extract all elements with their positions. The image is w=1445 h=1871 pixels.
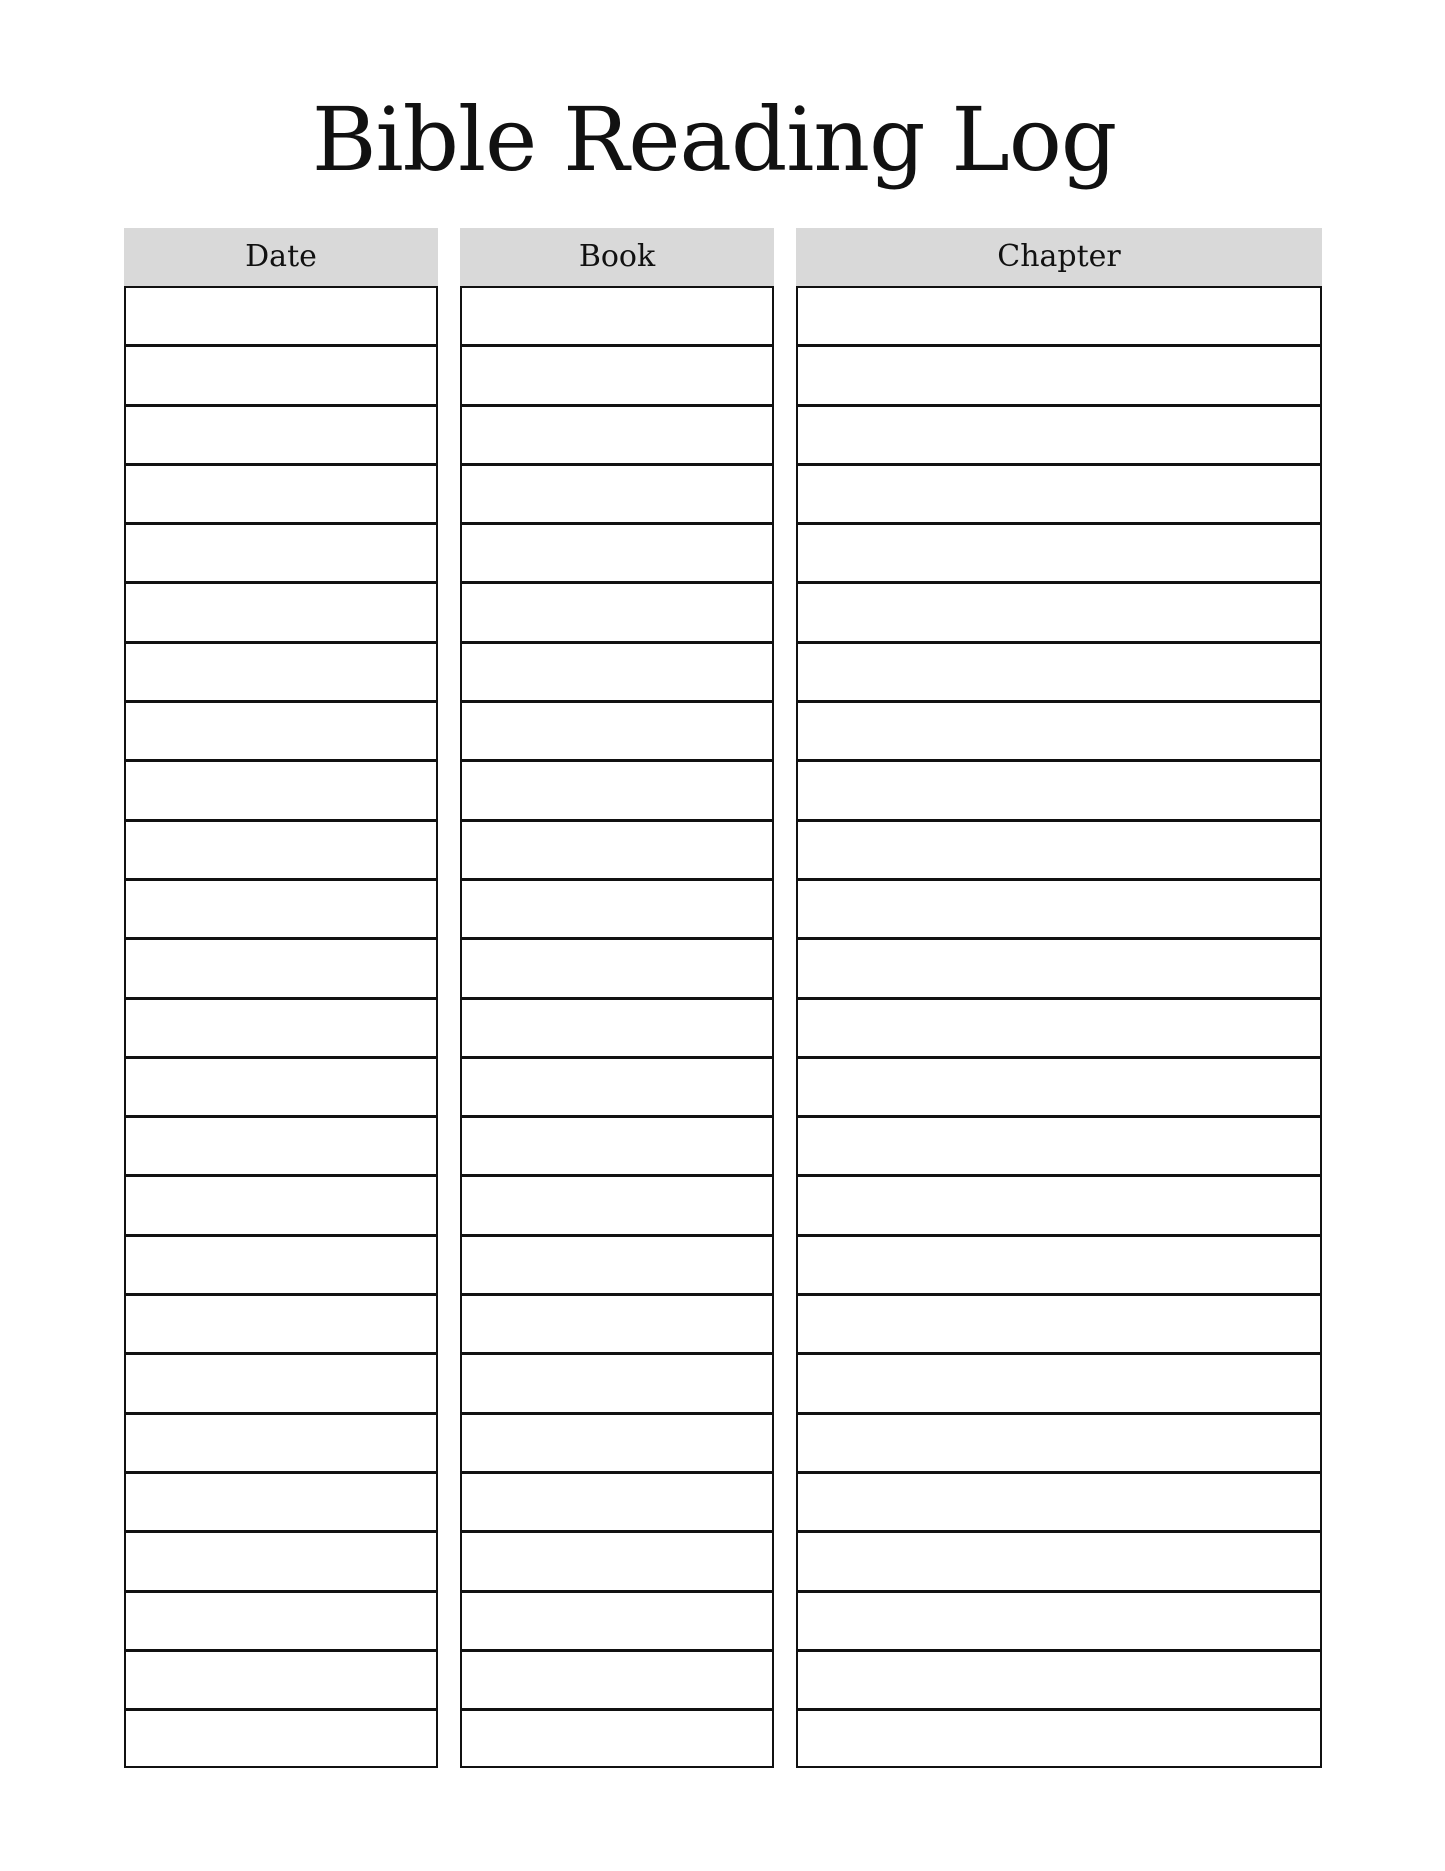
page-title: Bible Reading Log — [311, 88, 1117, 191]
date-entry-row[interactable] — [124, 1353, 438, 1412]
chapter-entry-row[interactable] — [796, 286, 1322, 345]
book-entry-row[interactable] — [460, 938, 774, 997]
book-entry-row[interactable] — [460, 1650, 774, 1709]
chapter-entry-row[interactable] — [796, 1472, 1322, 1531]
date-column-header: Date — [124, 228, 438, 286]
book-entry-row[interactable] — [460, 1057, 774, 1116]
chapter-entry-row[interactable] — [796, 523, 1322, 582]
chapter-entry-row[interactable] — [796, 1057, 1322, 1116]
book-entry-row[interactable] — [460, 760, 774, 819]
chapter-entry-row[interactable] — [796, 1591, 1322, 1650]
chapter-entry-row[interactable] — [796, 760, 1322, 819]
book-entry-list — [460, 286, 774, 1768]
chapter-entry-row[interactable] — [796, 701, 1322, 760]
chapter-entry-row[interactable] — [796, 582, 1322, 641]
book-column-header: Book — [460, 228, 774, 286]
book-entry-row[interactable] — [460, 405, 774, 464]
date-column — [124, 228, 438, 1768]
date-entry-row[interactable] — [124, 1413, 438, 1472]
book-entry-row[interactable] — [460, 701, 774, 760]
book-entry-row[interactable] — [460, 820, 774, 879]
book-entry-row[interactable] — [460, 345, 774, 404]
chapter-entry-row[interactable] — [796, 998, 1322, 1057]
book-entry-row[interactable] — [460, 1294, 774, 1353]
date-entry-row[interactable] — [124, 701, 438, 760]
chapter-entry-row[interactable] — [796, 938, 1322, 997]
book-entry-row[interactable] — [460, 1413, 774, 1472]
date-entry-row[interactable] — [124, 1591, 438, 1650]
date-entry-row[interactable] — [124, 405, 438, 464]
date-entry-row[interactable] — [124, 1472, 438, 1531]
book-entry-row[interactable] — [460, 642, 774, 701]
date-entry-row[interactable] — [124, 1175, 438, 1234]
book-entry-row[interactable] — [460, 879, 774, 938]
chapter-entry-row[interactable] — [796, 405, 1322, 464]
date-entry-row[interactable] — [124, 345, 438, 404]
book-entry-row[interactable] — [460, 1472, 774, 1531]
date-entry-row[interactable] — [124, 464, 438, 523]
date-entry-row[interactable] — [124, 523, 438, 582]
date-entry-row[interactable] — [124, 286, 438, 345]
book-entry-row[interactable] — [460, 464, 774, 523]
date-entry-row[interactable] — [124, 938, 438, 997]
date-entry-row[interactable] — [124, 1531, 438, 1590]
date-entry-row[interactable] — [124, 1709, 438, 1768]
chapter-entry-list — [796, 286, 1322, 1768]
book-entry-row[interactable] — [460, 1709, 774, 1768]
book-entry-row[interactable] — [460, 582, 774, 641]
chapter-entry-row[interactable] — [796, 1353, 1322, 1412]
book-entry-row[interactable] — [460, 1116, 774, 1175]
chapter-entry-row[interactable] — [796, 1116, 1322, 1175]
date-entry-row[interactable] — [124, 760, 438, 819]
chapter-entry-row[interactable] — [796, 1294, 1322, 1353]
date-entry-list — [124, 286, 438, 1768]
chapter-entry-row[interactable] — [796, 1531, 1322, 1590]
book-entry-row[interactable] — [460, 998, 774, 1057]
book-column — [460, 228, 774, 1768]
chapter-entry-row[interactable] — [796, 1709, 1322, 1768]
date-entry-row[interactable] — [124, 879, 438, 938]
chapter-entry-row[interactable] — [796, 642, 1322, 701]
book-entry-row[interactable] — [460, 1353, 774, 1412]
book-entry-row[interactable] — [460, 1235, 774, 1294]
book-entry-row[interactable] — [460, 1175, 774, 1234]
book-entry-row[interactable] — [460, 1531, 774, 1590]
chapter-entry-row[interactable] — [796, 345, 1322, 404]
date-entry-row[interactable] — [124, 1294, 438, 1353]
chapter-entry-row[interactable] — [796, 464, 1322, 523]
date-entry-row[interactable] — [124, 1057, 438, 1116]
date-entry-row[interactable] — [124, 582, 438, 641]
book-entry-row[interactable] — [460, 1591, 774, 1650]
book-entry-row[interactable] — [460, 286, 774, 345]
chapter-entry-row[interactable] — [796, 879, 1322, 938]
date-entry-row[interactable] — [124, 998, 438, 1057]
chapter-entry-row[interactable] — [796, 820, 1322, 879]
date-entry-row[interactable] — [124, 1116, 438, 1175]
chapter-column — [796, 228, 1322, 1768]
chapter-entry-row[interactable] — [796, 1235, 1322, 1294]
chapter-entry-row[interactable] — [796, 1650, 1322, 1709]
chapter-entry-row[interactable] — [796, 1413, 1322, 1472]
date-entry-row[interactable] — [124, 1235, 438, 1294]
date-entry-row[interactable] — [124, 820, 438, 879]
book-entry-row[interactable] — [460, 523, 774, 582]
chapter-column-header: Chapter — [796, 228, 1322, 286]
date-entry-row[interactable] — [124, 1650, 438, 1709]
chapter-entry-row[interactable] — [796, 1175, 1322, 1234]
date-entry-row[interactable] — [124, 642, 438, 701]
